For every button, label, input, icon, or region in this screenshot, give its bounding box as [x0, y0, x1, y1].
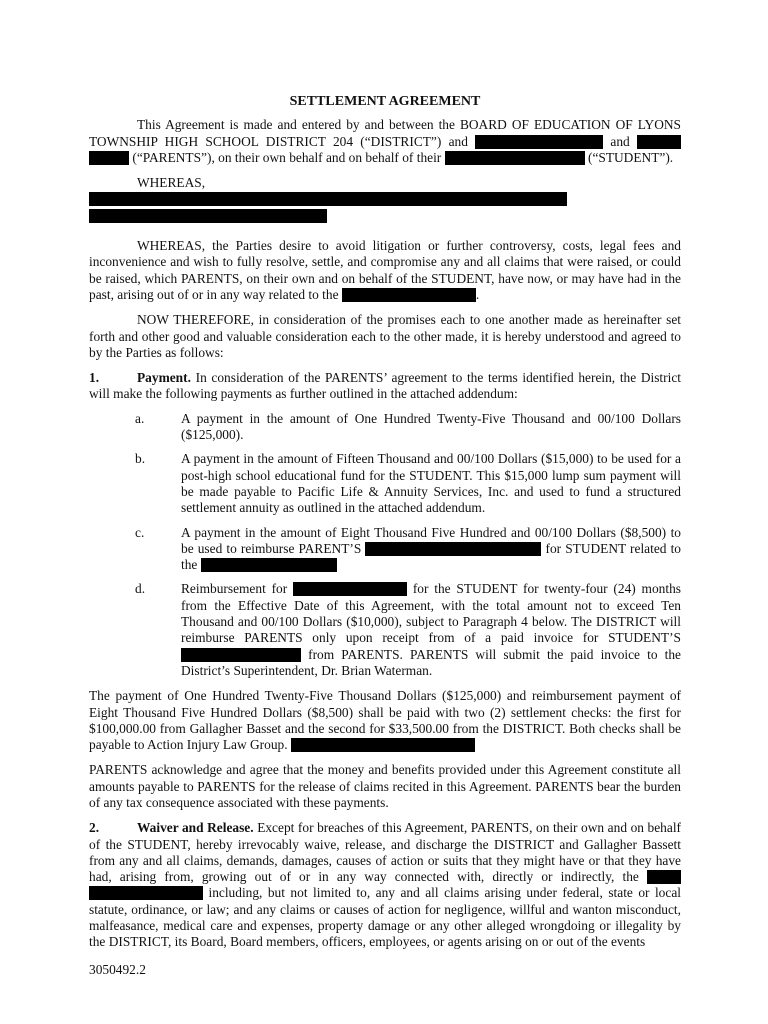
redaction-box — [201, 558, 337, 572]
redaction-box — [637, 135, 681, 149]
payment-item-a — [89, 411, 681, 444]
item-label: c. — [135, 524, 145, 540]
item-label: a. — [135, 410, 145, 426]
redaction-box — [181, 648, 301, 662]
item-text-1: A payment in the amount of Eight Thousand Five Hundred and 00/100 Dollars ($8,500) to be used to reimburse PARENT’S — [181, 524, 681, 556]
whereas-2-text: WHEREAS, the Parties desire to avoid litigation or further controversy, costs, legal fees and inconvenience and wish to fully resolve, settle, and compromise any and all claims that were raised, or could be raised, which PARENTS, on their own and on behalf of the STUDENT, have now, or may have had in the past, arising out of or in any way related to the — [89, 238, 681, 302]
redaction-box — [365, 542, 541, 556]
item-text-2: for the STUDENT for twenty-four (24) months from the Effective Date of this Agreement, with the total amount not to exceed Ten Thousand and 00/100 Dollars ($10,000), subject to Paragraph 4 below. The DISTRICT will reimburse PARENTS only upon receipt from of a paid invoice for STUDENT’S — [181, 581, 681, 646]
item-text-2: for STUDENT related to the — [181, 540, 681, 573]
section-2-number: 2. — [89, 820, 100, 836]
section-1-paragraph — [89, 370, 681, 403]
item-text: A payment in the amount of Fifteen Thousand and 00/100 Dollars ($15,000) to be used for a post-high school educational fund for the STUDENT. This $15,000 lump sum payment will be made payable to Pacific Life & Annuity Services, Inc. and used to fund a structured settlement annuity as outlined in the attached addendum. — [181, 451, 681, 516]
section-2-title: Waiver and Release. — [137, 820, 254, 836]
acknowledge-paragraph: PARENTS acknowledge and agree that the money and benefits provided under this Agreement constitute all amounts payable to PARENTS for the release of claims recited in this Agreement. PARENTS bear the burden of any tax consequence associated with these payments. — [89, 762, 681, 810]
document-id-footer: 3050492.2 — [89, 962, 146, 977]
payment-text: The payment of One Hundred Twenty-Five Thousand Dollars ($125,000) and reimbursement payment of Eight Thousand Five Hundred Dollars ($8,500) shall be paid with two (2) settlement checks: the first for $100,000.00 from Gallagher Basset and the second for $33,500.00 from the DISTRICT. Both checks shall be payable to Action Injury Law Group. — [89, 688, 681, 753]
item-text-3: from PARENTS. PARENTS will submit the paid invoice to the District’s Superintendent, Dr. Brian Waterman. — [181, 646, 681, 678]
document-body — [89, 94, 681, 951]
section-2-text-2: including, but not limited to, any and all claims arising under federal, state or local statute, ordinance, or law; and any claims or causes of action for negligence, willful and wanton misconduct, malfeasance, medical care and expenses, property damage or any other alleged wrongdoing or illegality by the DISTRICT, its Board, Board members, officers, employees, or agents arising on or out of the events — [89, 885, 681, 950]
section-1-title: Payment. — [137, 370, 191, 386]
redaction-box — [342, 288, 476, 302]
redaction-box — [89, 209, 327, 223]
section-1-text: In consideration of the PARENTS’ agreement to the terms identified herein, the District will make the following payments as further outlined in the attached addendum: — [89, 370, 681, 402]
payment-item-c — [89, 525, 681, 574]
section-2-paragraph — [89, 820, 681, 950]
intro-text-2: and — [610, 133, 630, 149]
item-text-1: Reimbursement for — [181, 581, 288, 597]
redaction-box — [89, 192, 567, 206]
section-1-number: 1. — [89, 370, 100, 386]
whereas-2-end: . — [475, 286, 480, 302]
intro-text-3: (“PARENTS”), on their own behalf and on behalf of their — [132, 149, 442, 165]
redaction-box — [647, 870, 681, 884]
redaction-box — [291, 738, 475, 752]
redaction-box — [89, 151, 129, 165]
now-therefore-paragraph: NOW THEREFORE, in consideration of the promises each to one another made as hereinafter set forth and other good and valuable consideration each to the other made, it is hereby understood and agreed to by the Parties as follows: — [89, 312, 681, 360]
document-title: SETTLEMENT AGREEMENT — [289, 94, 481, 109]
redaction-box — [89, 886, 203, 900]
item-text: A payment in the amount of One Hundred Twenty-Five Thousand and 00/100 Dollars ($125,000). — [181, 410, 681, 443]
payment-item-d — [89, 581, 681, 679]
intro-text-4: (“STUDENT”). — [587, 149, 674, 165]
whereas-label: WHEREAS, — [137, 175, 206, 191]
item-label: b. — [135, 451, 146, 467]
redaction-box — [445, 151, 585, 165]
intro-text-1: This Agreement is made and entered by and between the BOARD OF EDUCATION OF LYONS TOWNSHIP HIGH SCHOOL DISTRICT 204 (“DISTRICT”) and — [89, 117, 681, 149]
redaction-box — [293, 582, 407, 596]
item-label: d. — [135, 581, 146, 597]
section-2-text-1: Except for breaches of this Agreement, PARENTS, on their own and on behalf of the STUDENT, hereby irrevocably waive, release, and discharge the DISTRICT and Gallagher Bassett from any and all claims, demands, damages, causes of action or suits that they might have or that they have had, arising from, growing out of or in any way connected with, directly or indirectly, the — [89, 820, 681, 885]
whereas-paragraph-1 — [89, 175, 681, 224]
redaction-box — [475, 135, 603, 149]
payment-item-b — [89, 451, 681, 516]
intro-paragraph — [89, 117, 681, 166]
whereas-paragraph-2 — [89, 238, 681, 303]
payment-paragraph — [89, 688, 681, 753]
